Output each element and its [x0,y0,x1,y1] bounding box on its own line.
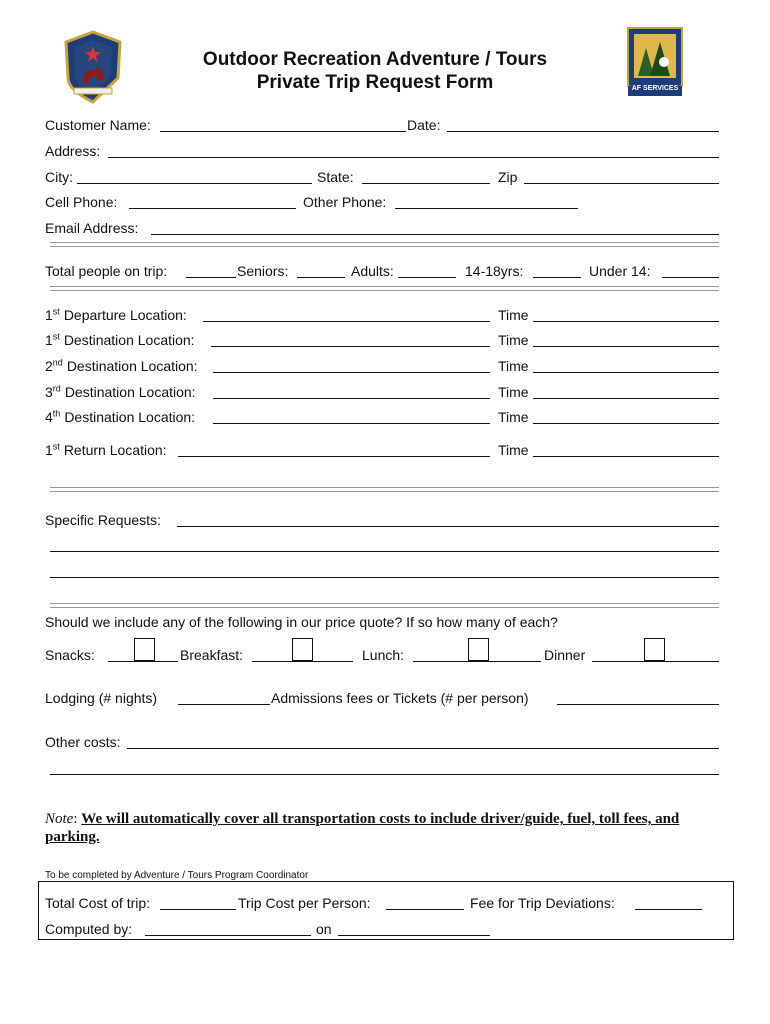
address-label: Address: [45,143,101,159]
computed-on-field[interactable] [338,935,490,936]
time-label: Time [498,307,529,323]
under14-field[interactable] [662,277,719,278]
city-field[interactable] [77,183,312,184]
location-ordinal-suffix: nd [52,357,63,368]
state-label: State: [317,169,354,185]
outdoor-recreation-logo [624,26,686,98]
snacks-label: Snacks: [45,647,95,663]
location-text: Destination Location: [64,384,196,400]
other-phone-field[interactable] [395,208,578,209]
squadron-emblem-logo [62,30,124,104]
location-ordinal: 1 [45,307,53,323]
coordinator-caption: To be completed by Adventure / Tours Program Coordinator [45,870,309,881]
price-quote-question: Should we include any of the following in our price quote? If so how many of each? [45,614,558,630]
other-costs-label: Other costs: [45,734,121,750]
location-ordinal-suffix: st [52,306,60,317]
other-costs-line[interactable] [50,774,719,775]
section-divider [50,286,719,291]
on-label: on [316,921,332,937]
lunch-checkbox[interactable] [468,638,489,661]
location-field[interactable] [213,398,490,399]
location-text: Departure Location: [63,307,187,323]
location-label [45,332,195,348]
customer-name-field[interactable] [160,131,406,132]
city-label: City: [45,169,73,185]
customer-name-label: Customer Name: [45,117,151,133]
adults-label: Adults: [351,263,394,279]
time-field[interactable] [533,423,719,424]
note-label: Note [45,811,74,827]
location-label [45,409,195,425]
location-label [45,358,198,374]
note-colon: : [73,811,78,827]
total-people-field[interactable] [186,277,236,278]
dinner-checkbox[interactable] [644,638,665,661]
section-divider [50,603,719,608]
location-field[interactable] [211,346,490,347]
location-field[interactable] [203,321,490,322]
computed-by-label: Computed by: [45,921,133,937]
cell-phone-label: Cell Phone: [45,194,118,210]
location-text: Return Location: [63,442,167,458]
total-cost-label: Total Cost of trip: [45,895,151,911]
location-ordinal: 4 [45,409,53,425]
time-label: Time [498,332,529,348]
zip-field[interactable] [524,183,719,184]
snacks-field[interactable] [108,661,178,662]
deviations-label: Fee for Trip Deviations: [470,895,615,911]
time-field[interactable] [533,321,719,322]
location-field[interactable] [213,372,490,373]
time-label: Time [498,358,529,374]
teens-label: 14-18yrs: [465,263,524,279]
other-costs-field[interactable] [127,748,719,749]
section-divider [50,487,719,492]
specific-requests-field[interactable] [177,526,719,527]
location-field[interactable] [178,456,490,457]
logo-caption: AF SERVICES [631,85,679,92]
breakfast-label: Breakfast: [180,647,244,663]
lodging-field[interactable] [178,704,270,705]
location-ordinal: 2 [45,358,53,374]
location-ordinal: 1 [45,442,53,458]
total-people-label: Total people on trip: [45,263,168,279]
section-divider [50,242,719,247]
form-title: Outdoor Recreation Adventure / Tours [202,49,548,70]
location-label [45,307,187,323]
location-text: Destination Location: [63,332,195,348]
transport-note [45,810,705,846]
specific-requests-line[interactable] [50,577,719,578]
location-ordinal-suffix: st [52,441,60,452]
location-ordinal: 1 [45,332,53,348]
specific-requests-label: Specific Requests: [45,512,161,528]
seniors-label: Seniors: [237,263,289,279]
time-field[interactable] [533,346,719,347]
cell-phone-field[interactable] [129,208,296,209]
computed-by-field[interactable] [145,935,311,936]
time-field[interactable] [533,456,719,457]
email-label: Email Address: [45,220,139,236]
time-label: Time [498,409,529,425]
location-ordinal-suffix: st [52,331,60,342]
time-label: Time [498,384,529,400]
lunch-field[interactable] [413,661,541,662]
state-field[interactable] [362,183,490,184]
lunch-label: Lunch: [362,647,405,663]
per-person-label: Trip Cost per Person: [238,895,371,911]
admissions-label: Admissions fees or Tickets (# per person) [271,690,529,706]
per-person-field[interactable] [386,909,464,910]
seniors-field[interactable] [297,277,345,278]
date-label: Date: [407,117,441,133]
email-field[interactable] [151,234,719,235]
location-label [45,442,167,458]
location-field[interactable] [213,423,490,424]
dinner-field[interactable] [592,661,719,662]
total-cost-field[interactable] [160,909,236,910]
specific-requests-line[interactable] [50,551,719,552]
breakfast-checkbox[interactable] [292,638,313,661]
time-field[interactable] [533,398,719,399]
note-text: We will automatically cover all transportation costs to include driver/guide, fuel, toll fees, and parking. [45,811,680,845]
dinner-label: Dinner [544,647,586,663]
location-text: Destination Location: [64,409,196,425]
address-field[interactable] [108,157,719,158]
location-ordinal: 3 [45,384,53,400]
teens-field[interactable] [533,277,581,278]
deviations-field[interactable] [635,909,702,910]
adults-field[interactable] [398,277,456,278]
time-label: Time [498,442,529,458]
time-field[interactable] [533,372,719,373]
zip-label: Zip [498,169,518,185]
location-label [45,384,196,400]
lodging-label: Lodging (# nights) [45,690,158,706]
location-text: Destination Location: [66,358,198,374]
date-field[interactable] [447,131,719,132]
other-phone-label: Other Phone: [303,194,387,210]
snacks-checkbox[interactable] [134,638,155,661]
form-subtitle: Private Trip Request Form [256,72,494,93]
under14-label: Under 14: [589,263,651,279]
breakfast-field[interactable] [252,661,353,662]
admissions-field[interactable] [557,704,719,705]
location-ordinal-suffix: th [52,408,61,419]
location-ordinal-suffix: rd [52,383,61,394]
